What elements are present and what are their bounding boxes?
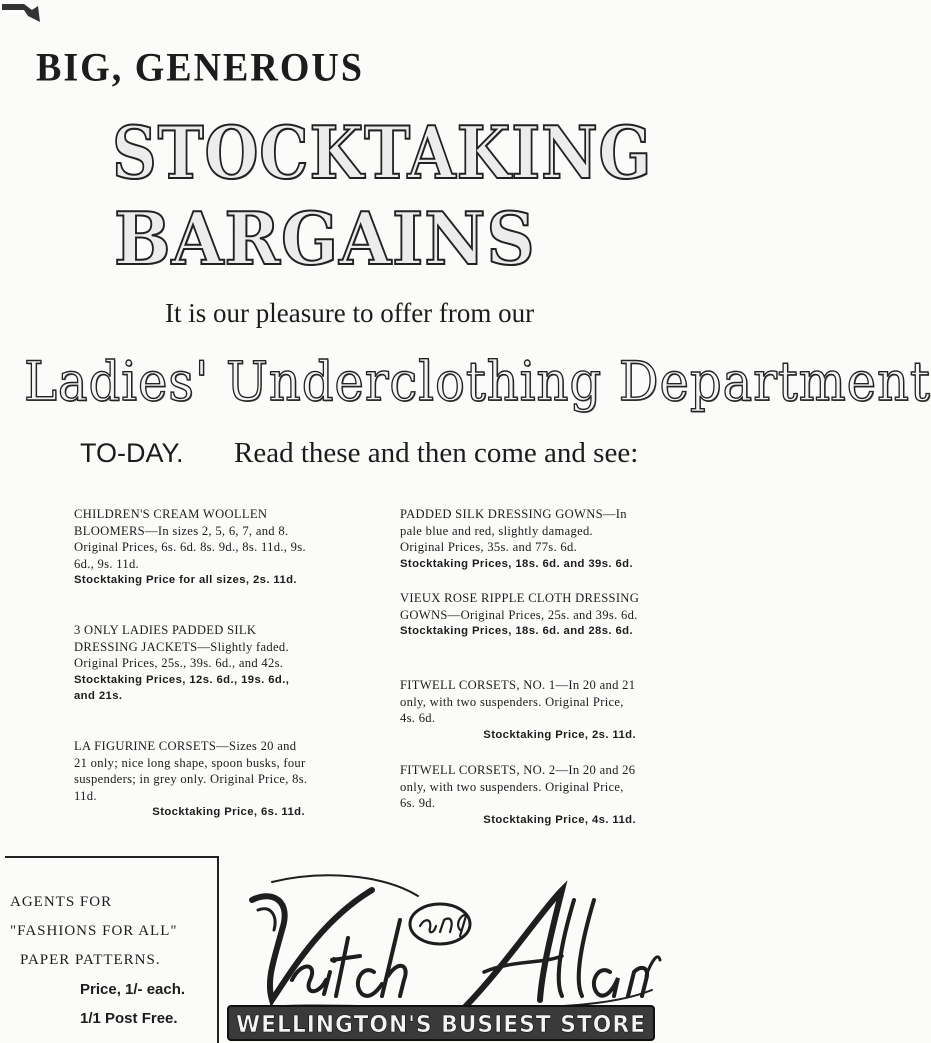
today-label: TO-DAY. — [80, 438, 184, 468]
stocktaking-price: Stocktaking Prices, 18s. 6d. and 28s. 6d. — [400, 625, 634, 638]
item-la-figurine-corsets — [74, 738, 309, 821]
stocktaking-price: Stocktaking Prices, 12s. 6d., 19s. 6d., and 21s. — [74, 673, 290, 703]
headline-bargains: BARGAINS — [114, 196, 536, 281]
item-description: PADDED SILK DRESSING GOWNS—In pale blue and red, slightly damaged. Original Prices, 35s. and 77s. 6d. — [400, 507, 627, 555]
veitch-and-allan-logo — [222, 860, 662, 1043]
item-dressing-jackets — [74, 622, 309, 705]
item-description: LA FIGURINE CORSETS—Sizes 20 and 21 only; nice long shape, spoon busks, four suspenders; in grey only. Original Price, 8s. 11d. — [74, 739, 308, 803]
item-childrens-bloomers — [74, 506, 309, 589]
item-fitwell-corsets-2 — [400, 762, 640, 828]
item-padded-silk-gowns — [400, 506, 640, 572]
item-description: FITWELL CORSETS, NO. 1—In 20 and 21 only, with two suspenders. Original Price, 4s. 6d. — [400, 678, 636, 726]
item-vieux-rose-gowns — [400, 590, 640, 640]
post-free-price: 1/1 Post Free. — [80, 1010, 178, 1027]
svg-text:WELLINGTON'S BUSIEST STORE: WELLINGTON'S BUSIEST STORE — [236, 1012, 646, 1038]
stocktaking-price: Stocktaking Prices, 18s. 6d. and 39s. 6d. — [400, 557, 634, 570]
agents-box — [10, 888, 185, 1033]
agents-for-label: AGENTS FOR — [10, 894, 113, 910]
headline-big-generous: BIG, GENEROUS — [36, 45, 364, 91]
item-fitwell-corsets-1 — [400, 677, 640, 743]
fashions-for-all-label: "FASHIONS FOR ALL" — [10, 923, 178, 939]
item-description: VIEUX ROSE RIPPLE CLOTH DRESSING GOWNS—Original Prices, 25s. and 39s. 6d. — [400, 591, 640, 622]
intro-line: It is our pleasure to offer from our — [165, 298, 535, 328]
today-line — [80, 437, 638, 470]
item-description: FITWELL CORSETS, NO. 2—In 20 and 26 only, with two suspenders. Original Price, 6s. 9d. — [400, 763, 636, 811]
paper-patterns-label: PAPER PATTERNS. — [20, 952, 161, 968]
box-divider-vertical — [217, 856, 219, 1043]
headline-stocktaking: STOCKTAKING — [112, 110, 653, 195]
corner-arrow-icon — [0, 0, 44, 26]
box-divider-horizontal — [5, 856, 218, 858]
stocktaking-price: Stocktaking Price, 2s. 11d. — [483, 728, 636, 741]
stocktaking-price: Stocktaking Price, 6s. 11d. — [152, 806, 305, 819]
pattern-price: Price, 1/- each. — [80, 981, 186, 998]
item-description: 3 ONLY LADIES PADDED SILK DRESSING JACKETS—Slightly faded. Original Prices, 25s., 39s. 6d., and 42s. — [74, 623, 289, 671]
stocktaking-price: Stocktaking Price for all sizes, 2s. 11d. — [74, 574, 297, 587]
department-heading: Ladies' Underclothing Department — [24, 350, 931, 413]
stocktaking-price: Stocktaking Price, 4s. 11d. — [483, 813, 636, 826]
item-description: CHILDREN'S CREAM WOOLLEN BLOOMERS—In sizes 2, 5, 6, 7, and 8. Original Prices, 6s. 6d. 8s. 9d., 8s. 11d., 9s. 6d., 9s. 11d. — [74, 507, 306, 571]
read-these-label: Read these and then come and see: — [234, 437, 639, 469]
